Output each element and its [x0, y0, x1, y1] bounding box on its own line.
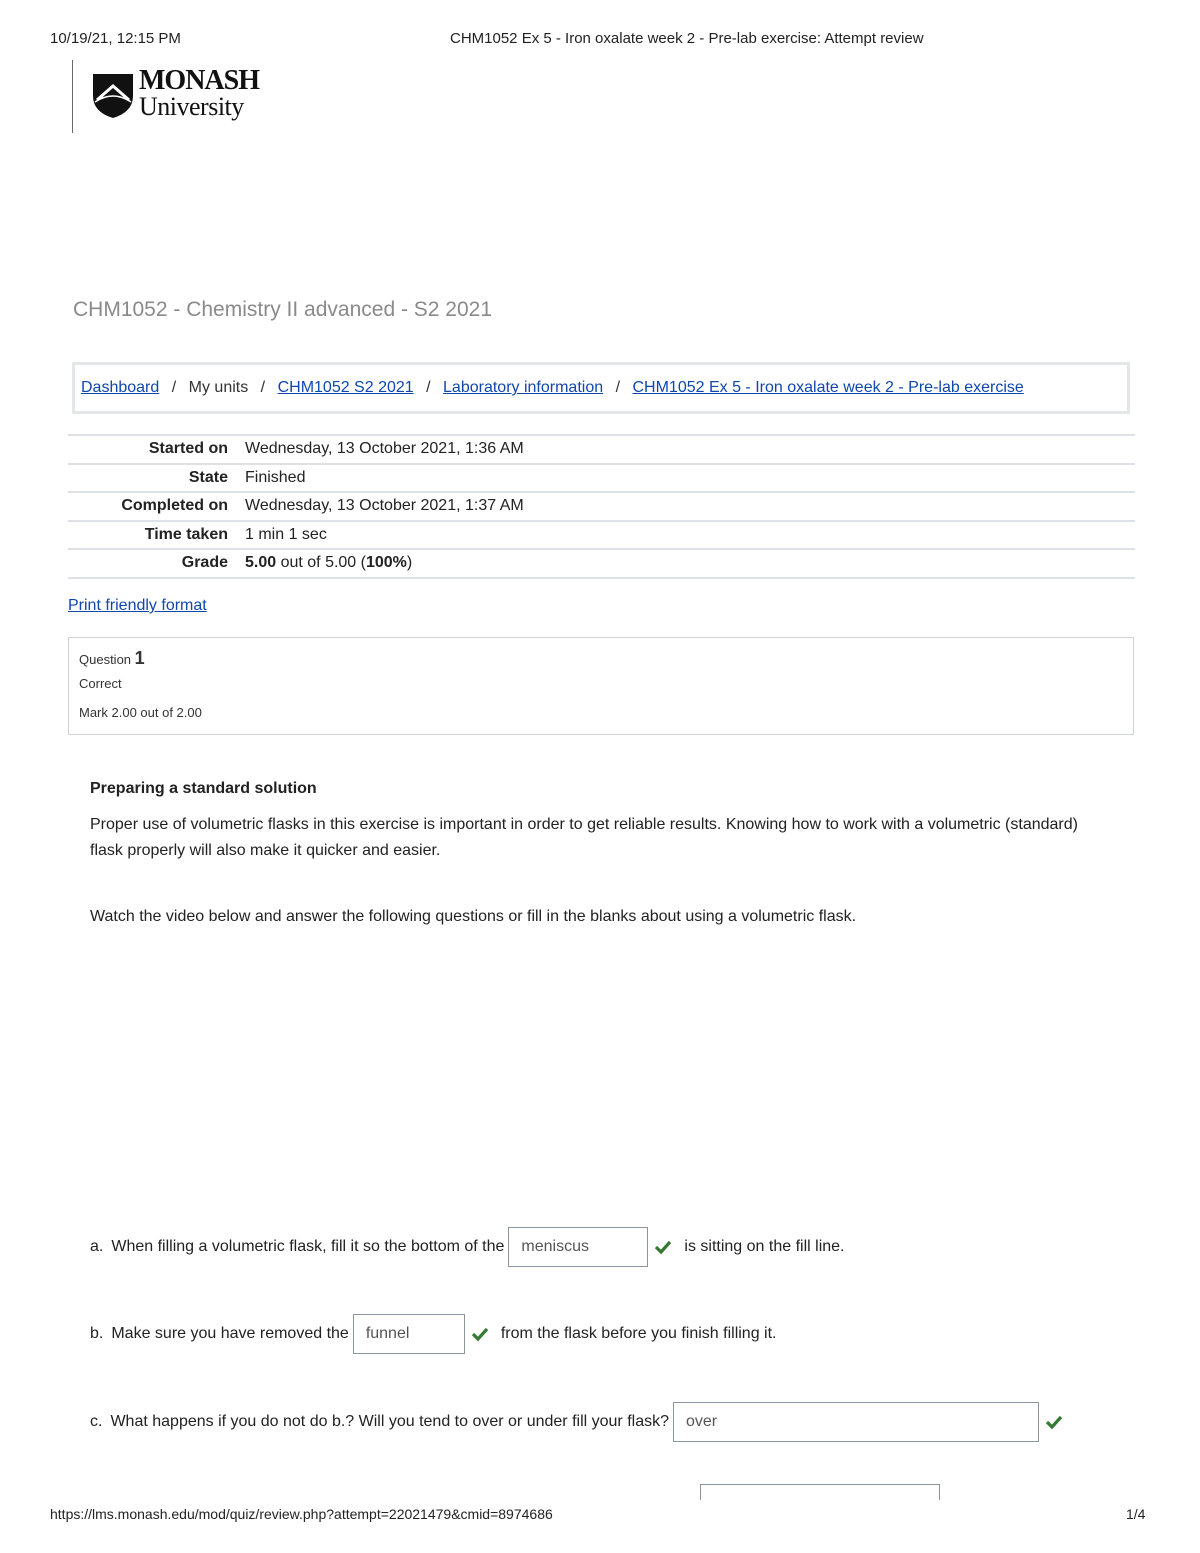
- item-text-after: from the flask before you finish filling it.: [500, 1325, 777, 1342]
- monash-logo[interactable]: [72, 60, 272, 133]
- breadcrumb-unit[interactable]: CHM1052 S2 2021: [277, 379, 414, 396]
- item-marker: c.: [90, 1413, 103, 1430]
- print-url: https://lms.monash.edu/mod/quiz/review.php?attempt=22021479&cmid=8974686: [50, 1506, 553, 1522]
- breadcrumb-separator: /: [171, 379, 177, 396]
- print-friendly-link[interactable]: Print friendly format: [68, 597, 207, 614]
- item-marker: a.: [90, 1238, 104, 1255]
- item-text-before: What happens if you do not do b.? Will you tend to over or under fill your flask?: [110, 1413, 669, 1430]
- summary-row-time: [68, 522, 1135, 551]
- print-header: [0, 30, 1200, 50]
- breadcrumb: [72, 362, 1130, 414]
- summary-value: [228, 554, 412, 572]
- summary-row-started: [68, 436, 1135, 465]
- page-number: 1/4: [1126, 1506, 1146, 1522]
- check-icon: [1045, 1413, 1063, 1431]
- summary-label: State: [188, 468, 228, 486]
- question-heading: Preparing a standard solution: [90, 780, 317, 797]
- summary-row-state: [68, 465, 1135, 494]
- logo-line2: University: [139, 92, 244, 121]
- summary-value: 1 min 1 sec: [245, 525, 327, 543]
- summary-row-grade: [68, 550, 1135, 579]
- question-text: [90, 780, 1090, 930]
- question-paragraph: Proper use of volumetric flasks in this exercise is important in order to get reliable results. Knowing how to work with a volumetric (standard) flask properly will also make it quicker and easier.: [90, 816, 1078, 859]
- breadcrumb-my-units: My units: [188, 379, 249, 396]
- item-text-before: When filling a volumetric flask, fill it so the bottom of the: [111, 1238, 505, 1255]
- question-instruction: Watch the video below and answer the following questions or fill in the blanks about using a volumetric flask.: [90, 908, 857, 925]
- summary-label: Grade: [181, 554, 228, 572]
- answer-field-b[interactable]: funnel: [353, 1314, 465, 1354]
- grade-percent: 100%: [365, 554, 407, 572]
- question-label: Question: [79, 652, 132, 667]
- attempt-summary-table: [68, 434, 1135, 579]
- logo-wordmark: [139, 65, 259, 121]
- breadcrumb-dashboard[interactable]: Dashboard: [81, 379, 160, 396]
- summary-label: Started on: [148, 440, 228, 458]
- summary-value: Finished: [245, 468, 306, 486]
- print-datetime: 10/19/21, 12:15 PM: [50, 30, 181, 47]
- grade-close: ): [406, 554, 413, 572]
- print-document-title: CHM1052 Ex 5 - Iron oxalate week 2 - Pre-lab exercise: Attempt review: [450, 30, 924, 47]
- logo-line1: MONASH: [139, 65, 259, 96]
- sub-question-a: [90, 1227, 844, 1267]
- summary-value: Wednesday, 13 October 2021, 1:36 AM: [245, 440, 524, 458]
- breadcrumb-separator: /: [615, 379, 621, 396]
- summary-label: Completed on: [121, 497, 228, 515]
- question-mark: Mark 2.00 out of 2.00: [79, 705, 202, 720]
- summary-label: Time taken: [144, 525, 228, 543]
- item-text-after: is sitting on the fill line.: [684, 1238, 845, 1255]
- summary-row-completed: [68, 493, 1135, 522]
- sub-question-b: [90, 1314, 777, 1354]
- item-marker: b.: [90, 1325, 104, 1342]
- question-number-value: 1: [134, 648, 145, 668]
- breadcrumb-separator: /: [260, 379, 266, 396]
- breadcrumb-quiz[interactable]: CHM1052 Ex 5 - Iron oxalate week 2 - Pre-lab exercise: [632, 379, 1024, 396]
- grade-out-of: out of 5.00 (: [276, 554, 366, 572]
- question-number: [79, 648, 1123, 676]
- sub-question-c: [90, 1402, 1075, 1442]
- answer-field-d-partial[interactable]: [700, 1484, 940, 1500]
- answer-field-c[interactable]: over: [673, 1402, 1039, 1442]
- breadcrumb-lab-info[interactable]: Laboratory information: [443, 379, 604, 396]
- item-text-before: Make sure you have removed the: [111, 1325, 349, 1342]
- question-info-box: [68, 637, 1134, 735]
- grade-score: 5.00: [245, 554, 277, 572]
- check-icon: [654, 1238, 672, 1256]
- answer-field-a[interactable]: meniscus: [508, 1227, 648, 1267]
- question-state: Correct: [79, 676, 122, 691]
- summary-value: Wednesday, 13 October 2021, 1:37 AM: [245, 497, 524, 515]
- check-icon: [471, 1325, 489, 1343]
- breadcrumb-separator: /: [426, 379, 431, 396]
- monash-shield-icon: [91, 72, 135, 120]
- course-title: CHM1052 - Chemistry II advanced - S2 2021: [73, 298, 493, 321]
